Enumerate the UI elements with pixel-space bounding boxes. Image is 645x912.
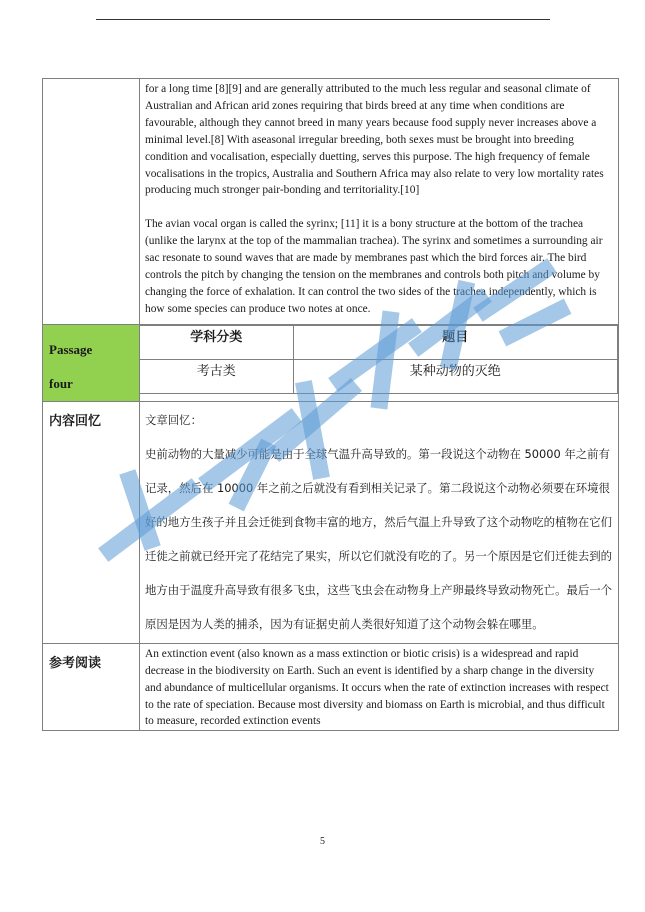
continuation-paragraph-1: for a long time [8][9] and are generally attributed to the much less regular and seasonal climate of Australian and African arid zones requiring that birds breed at any time when conditions are favourable, although they cannot breed in many years because food supply never increases above a minimal level.[8] With aseasonal irregular breeding, both sexes must be brought into breeding condition and vocalisation, especially duetting, serves this purpose. The high frequency of female vocalisations in the tropics, Australia and Southern Africa may also relate to very low mortality rates producing much stronger pair-bonding and territoriality.[10] — [145, 83, 604, 197]
continuation-row — [43, 79, 619, 325]
continuation-paragraph-2: The avian vocal organ is called the syrinx; [11] it is a bony structure at the bottom of the trachea (unlike the larynx at the top of the mammalian trachea). The syrinx and sometimes a surrounding air sac resonate to sound waves that are made by membranes past which the bird forces air. The bird controls the pitch by changing the tension on the membranes and controls both pitch and volume by changing the force of exhalation. It can control the two sides of the trachea independently, which is how some species can produce two notes at once. — [145, 218, 603, 315]
reference-text: An extinction event (also known as a mass extinction or biotic crisis) is a widespread and rapid decrease in the biodiversity on Earth. Such an event is identified by a sharp change in the diversity and abundance of multicellular organisms. It occurs when the rate of extinction increases with respect to the rate of speciation. Because most diversity and biomass on Earth is microbial, and thus difficult to measure, recorded extinction events — [145, 647, 609, 728]
passage-info-table — [140, 325, 618, 394]
topic-header: 题目 — [293, 325, 618, 359]
header-rule — [96, 19, 550, 20]
category-header: 学科分类 — [140, 325, 293, 359]
empty-left-cell — [43, 79, 140, 325]
passage-label — [43, 324, 140, 401]
passage-label-line1: Passage — [49, 341, 93, 357]
topic-value: 某种动物的灭绝 — [293, 359, 618, 393]
recall-body: 史前动物的大量减少可能是由于全球气温升高导致的。第一段说这个动物在 50000 年之前有记录，然后在 10000 年之前之后就没有看到相关记录了。第二段说这个动物必须要在环境很好的地方生孩子并且会迁徙到食物丰富的地方，然后气温上升导致了这个动物吃的植物在它们迁徙之前就已经开完了花结完了果实，所以它们就没有吃的了。另一个原因是它们迁徙去到的地方由于温度升高导致有很多飞虫，这些飞虫会在动物身上产卵最终导致动物死亡。最后一个原因是因为人类的捕杀，因为有证据史前人类很好知道了这个动物会躲在哪里。 — [145, 446, 613, 631]
reference-row — [43, 643, 619, 730]
continuation-cell — [140, 79, 619, 325]
page-number: 5 — [320, 836, 325, 847]
reference-label: 参考阅读 — [43, 643, 140, 730]
reference-cell — [140, 643, 619, 730]
passage-info-cell — [140, 324, 619, 401]
recall-cell — [140, 401, 619, 643]
category-value: 考古类 — [140, 359, 293, 393]
recall-row — [43, 401, 619, 643]
passage-label-line2: four — [49, 375, 73, 391]
passage-row — [43, 324, 619, 401]
recall-label: 内容回忆 — [43, 401, 140, 643]
document-table — [42, 78, 619, 731]
recall-intro: 文章回忆： — [145, 412, 202, 427]
